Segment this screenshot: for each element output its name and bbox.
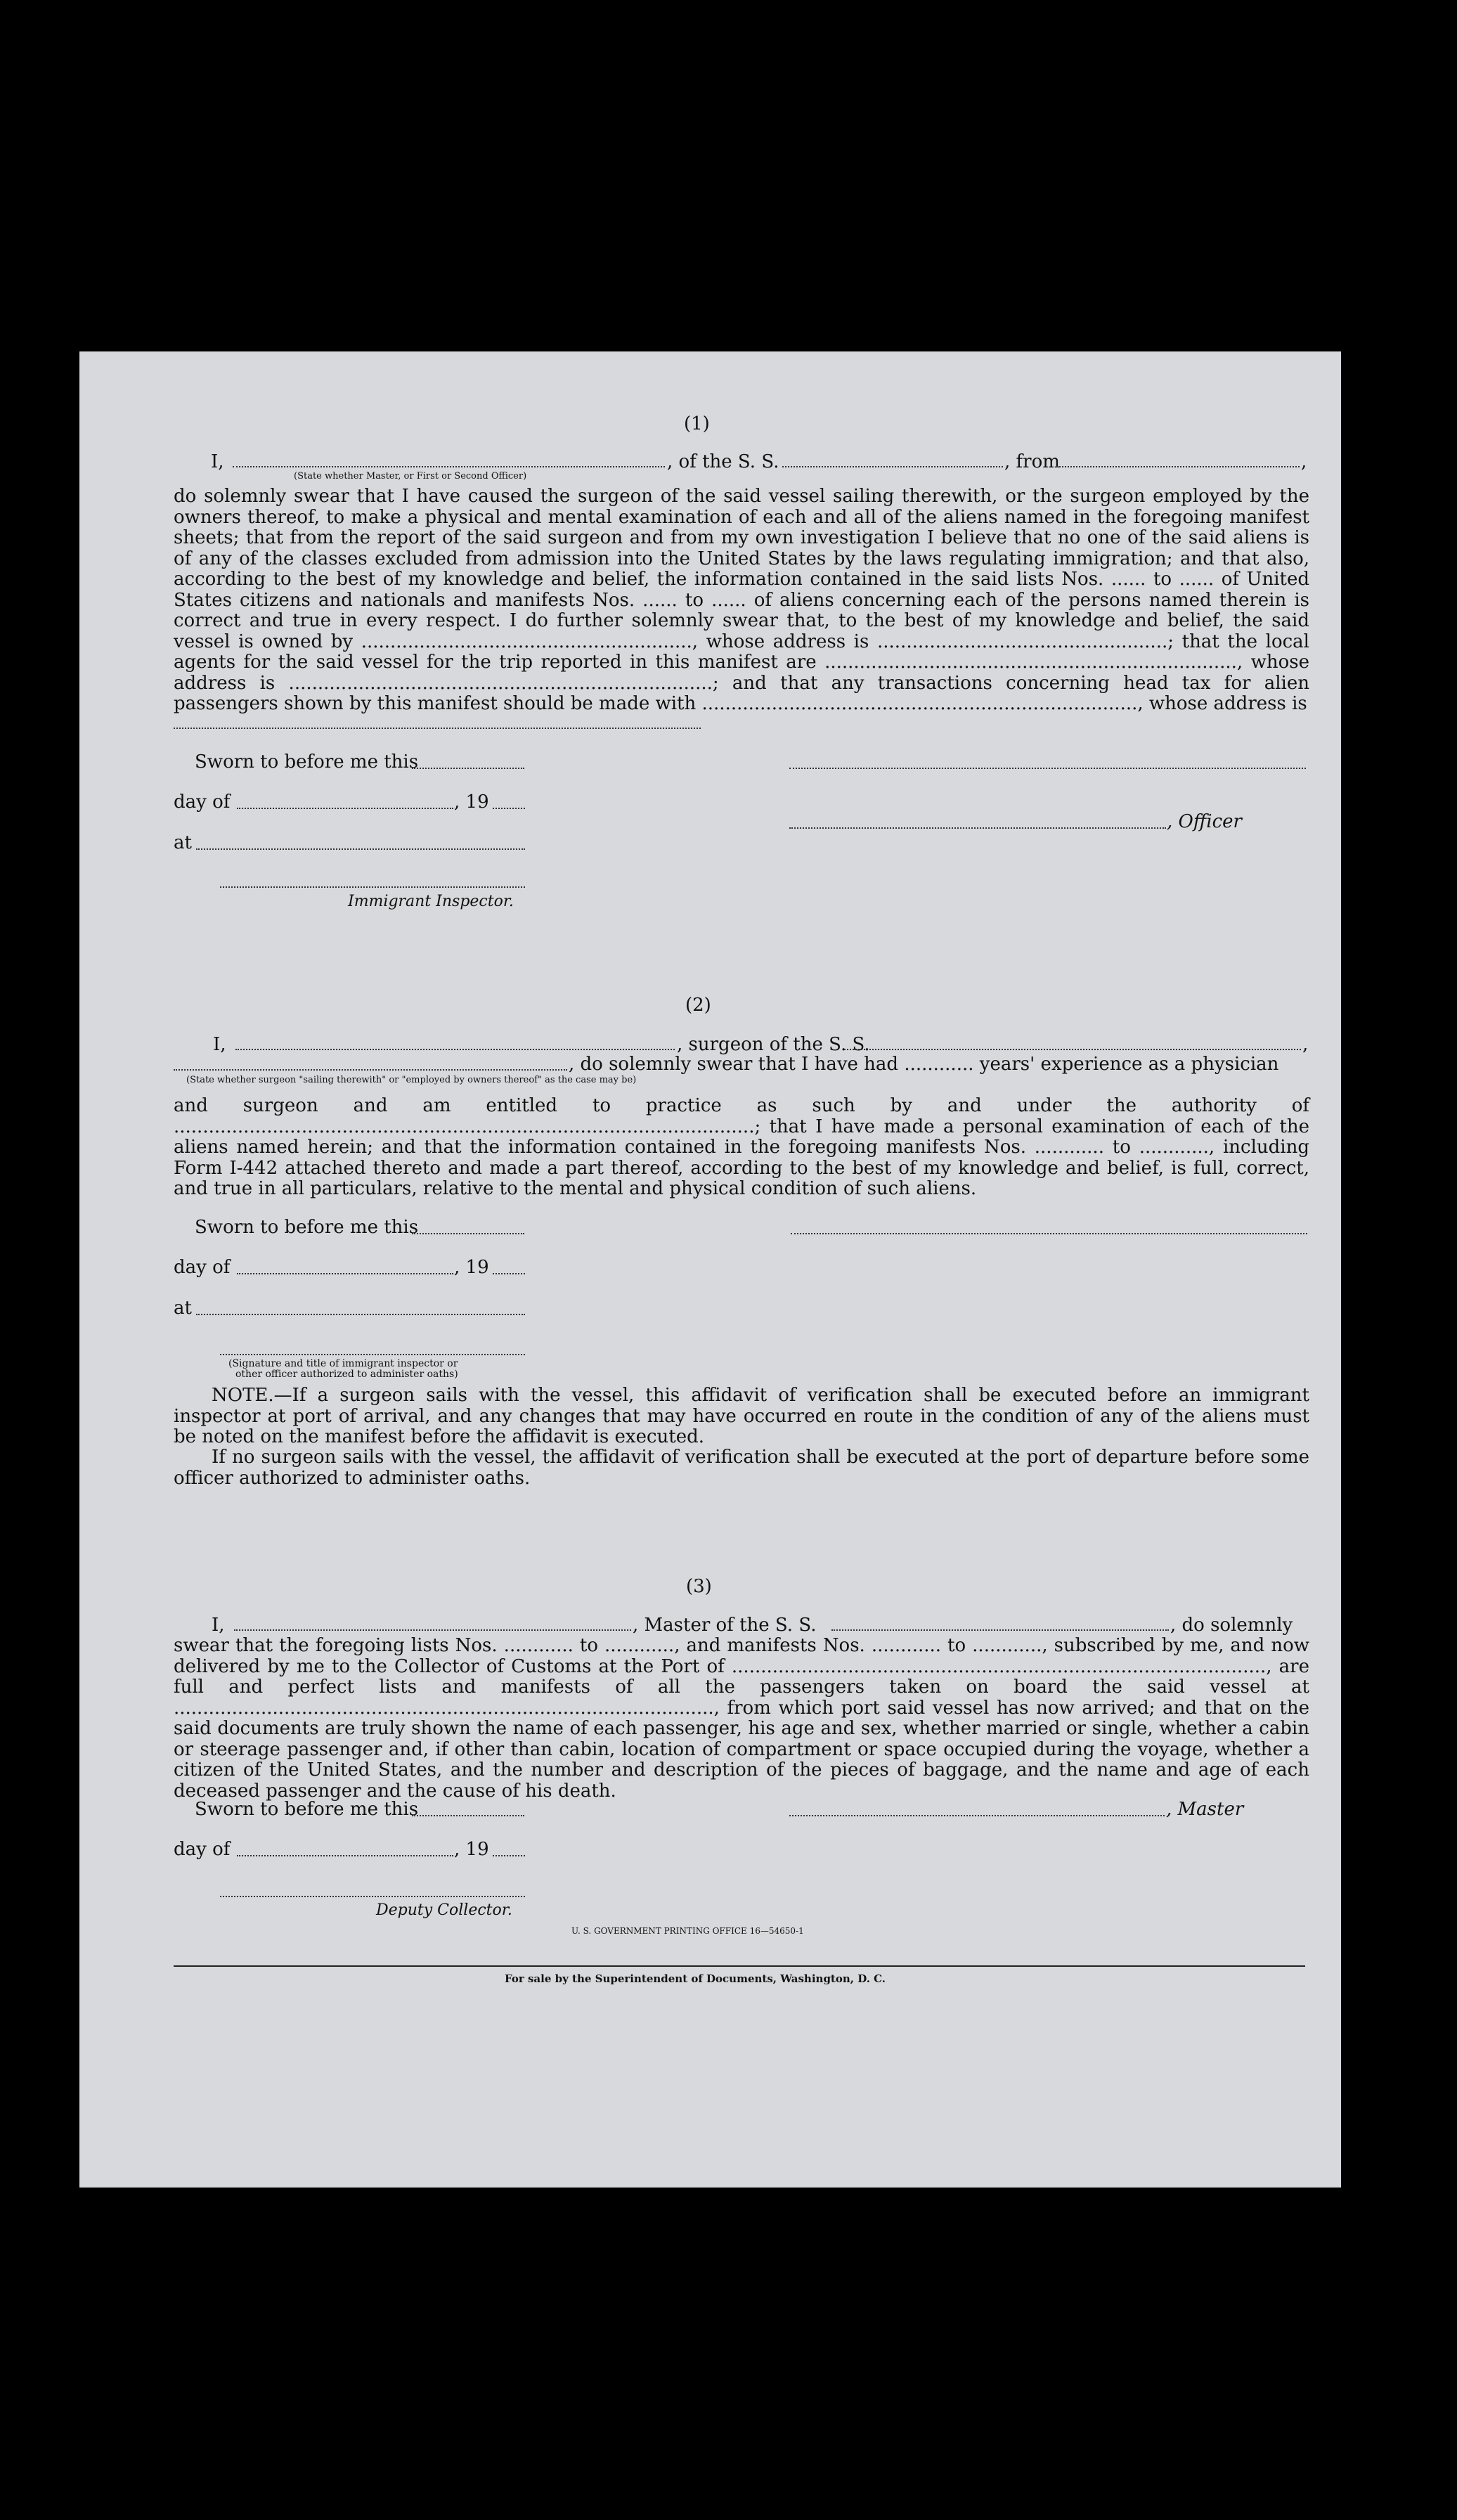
year-label-2: , 19	[454, 1257, 489, 1278]
vessel-name-field-3[interactable]	[831, 1629, 1169, 1631]
whose-address-field[interactable]	[174, 728, 701, 729]
vessel-name-field[interactable]	[782, 466, 1003, 467]
day-of-label-2: day of	[174, 1257, 231, 1278]
from-port-field[interactable]	[1056, 466, 1300, 467]
officer-name-field[interactable]	[789, 827, 1166, 829]
of-ss-label: , of the S. S.	[667, 451, 779, 472]
year-label-3: , 19	[454, 1839, 489, 1860]
at-field-2[interactable]	[196, 1314, 525, 1315]
from-end: ,	[1301, 451, 1307, 472]
day-of-label-1: day of	[174, 791, 231, 813]
surgeon-type-field[interactable]	[174, 1069, 567, 1071]
authorized-officer-signature-line[interactable]	[220, 1354, 525, 1355]
day-of-field-2[interactable]	[237, 1273, 453, 1274]
surgeon-line-2: , do solemnly swear that I have had ............ years' experience as a physician	[569, 1054, 1279, 1075]
year-field-3[interactable]	[493, 1855, 525, 1856]
surgeon-of-label: , surgeon of the S. S.	[677, 1034, 870, 1055]
at-field-1[interactable]	[196, 848, 525, 850]
master-of-label: , Master of the S. S.	[633, 1615, 817, 1636]
day-of-label-3: day of	[174, 1839, 231, 1860]
sworn-label-2: Sworn to before me this	[195, 1217, 419, 1238]
year-field-2[interactable]	[493, 1273, 525, 1274]
day-of-field-3[interactable]	[237, 1855, 453, 1856]
day-of-field-1[interactable]	[237, 808, 453, 809]
surgeon-note: (State whether surgeon "sailing therewith" or "employed by owners thereof" as the case may be)	[186, 1075, 637, 1085]
year-field-1[interactable]	[493, 808, 525, 809]
section-3-body: swear that the foregoing lists Nos. ............ to ............, and manifests Nos. ............ to ............, subscribed by me, and now delivered by me to the Collector of Customs at the Port of ............................................................................................, are full and perfect lists and manifests of all the passengers taken on board the said vessel at ............................................................................................., from which port said vessel has now arrived; and that on the said documents are truly shown the name of each passenger, his age and sex, whether married or single, whether a cabin or steerage passenger and, if other than cabin, location of compartment or space occupied during the voyage, whether a citizen of the United States, and the number and description of the pieces of baggage, and the name and age of each deceased passenger and the cause of his death.	[174, 1635, 1309, 1802]
sworn-label-1: Sworn to before me this	[195, 751, 419, 773]
footer-rule	[174, 1965, 1305, 1967]
at-label-2: at	[174, 1298, 192, 1319]
sworn-date-field-3[interactable]	[412, 1815, 524, 1816]
at-label-1: at	[174, 832, 192, 853]
officer-signature-line[interactable]	[789, 768, 1306, 769]
note-paragraph-2: If no surgeon sails with the vessel, the affidavit of verification shall be executed at the port of departure before some officer authorized to administer oaths.	[174, 1447, 1309, 1489]
sworn-label-3: Sworn to before me this	[195, 1799, 419, 1820]
master-name-field-3[interactable]	[234, 1629, 631, 1631]
master-signature-line[interactable]	[789, 1815, 1165, 1816]
signature-note-2: other officer authorized to administer oaths)	[235, 1369, 458, 1380]
sworn-date-field-2[interactable]	[412, 1233, 524, 1234]
officer-label: , Officer	[1167, 811, 1242, 832]
section-1-i: I,	[211, 451, 224, 472]
section-3-number: (3)	[686, 1576, 712, 1597]
from-label: , from	[1004, 451, 1060, 472]
do-solemnly-label: , do solemnly	[1170, 1615, 1293, 1636]
section-1-number: (1)	[684, 413, 710, 434]
for-sale-notice: For sale by the Superintendent of Documents, Washington, D. C.	[505, 1972, 886, 1985]
affidavit-page: (1) I, , of the S. S. , from , (State whether Master, or First or Second Officer) do solemnly swear that I have caused the surgeon of the said vessel sailing therewith, or the surgeon employed by the owners thereof, to make a physical and mental examination of each and all of the aliens named in the foregoing manifest sheets; that from the report of the said surgeon and from my own investigation I believe that no one of the said aliens is of any of the classes excluded from admission into the United States by the laws regulating immigration; and that also, according to the best of my knowledge and belief, the information contained in the said lists Nos. ...... to ...... of United States citizens and nationals and manifests Nos. ...... to ...... of aliens concerning each of the persons named therein is correct and true in every respect. I do further solemnly swear that, to the best of my knowledge and belief, the said vessel is owned by ........................................................., whose address is ..................................................; that the local agents for the said vessel for the trip reported in this manifest are ......................................................................., whose address is .........................................................................; and that any transactions concerning head tax for alien passengers shown by this manifest should be made with ..........................................................................., whose address is Sworn to before me this day of , 19 , Officer at Immigrant Inspector. (2) I, , surgeon of the S. S. , , do solemnly swear that I have had ............ years' experience as a physician (State whether surgeon "sailing therewith" or "employed by owners thereof" as the case may be) and surgeon and am entitled to practice as such by and under the authority of ....................................................................................................; that I have made a personal examination of each of the aliens named herein; and that the information contained in the foregoing manifests Nos. ............ to ............, including Form I-442 attached thereto and made a part thereof, according to the best of my knowledge and belief, is full, correct, and true in all particulars, relative to the mental and physical condition of such aliens. Sworn to before me this day of , 19 at (Signature and title of immigrant inspector or other officer authorized to administer oaths) NOTE.—If a surgeon sails with the vessel, this affidavit of verification shall be executed before an immigrant inspector at port of arrival, and any changes that may have occurred en route in the condition of any of the aliens must be noted on the manifest before the affidavit is executed. If no surgeon sails with the vessel, the affidavit of verification shall be executed at the port of departure before some officer authorized to administer oaths. (3) I, , Master of the S. S. , do solemnly swear that the foregoing lists Nos. ............ to ............, and manifests Nos. ............ to ............, subscribed by me, and now delivered by me to the Collector of Customs at the Port of ............................................................................................, are full and perfect lists and manifests of all the passengers taken on board the said vessel at ............................................................................................., from which port said vessel has now arrived; and that on the said documents are truly shown the name of each passenger, his age and sex, whether married or single, whether a cabin or steerage passenger and, if other than cabin, location of compartment or space occupied during the voyage, whether a citizen of the United States, and the number and description of the pieces of baggage, and the name and age of each deceased passenger and the cause of his death. Sworn to before me this , Master day of , 19 Deputy Collector. U. S. GOVERNMENT PRINTING OFFICE 16—54650-1 For sale by the Superintendent of Documents, Washington, D. C.	[79, 351, 1341, 2188]
surgeon-vessel-field[interactable]	[844, 1049, 1301, 1050]
inspector-signature-line[interactable]	[220, 886, 525, 888]
section-2-number: (2)	[685, 995, 711, 1016]
deputy-collector-label: Deputy Collector.	[376, 1901, 512, 1919]
section-1-body: do solemnly swear that I have caused the surgeon of the said vessel sailing therewith, or the surgeon employed by the owners thereof, to make a physical and mental examination of each and all of the aliens named in the foregoing manifest sheets; that from the report of the said surgeon and from my own investigation I believe that no one of the said aliens is of any of the classes excluded from admission into the United States by the laws regulating immigration; and that also, according to the best of my knowledge and belief, the information contained in the said lists Nos. ...... to ...... of United States citizens and nationals and manifests Nos. ...... to ...... of aliens concerning each of the persons named therein is correct and true in every respect. I do further solemnly swear that, to the best of my knowledge and belief, the said vessel is owned by ........................................................., whose address is ..................................................; that the local agents for the said vessel for the trip reported in this manifest are ......................................................................., whose address is .........................................................................; and that any transactions concerning head tax for alien passengers shown by this manifest should be made with ..........................................................................., whose address is	[174, 486, 1309, 714]
master-label: , Master	[1166, 1799, 1244, 1820]
master-name-field[interactable]	[233, 466, 665, 467]
section-3-i: I,	[212, 1615, 225, 1636]
sworn-date-field-1[interactable]	[412, 768, 524, 769]
surgeon-name-field[interactable]	[235, 1049, 675, 1050]
deputy-collector-signature-line[interactable]	[220, 1896, 525, 1897]
surgeon-signature-line[interactable]	[791, 1233, 1307, 1234]
immigrant-inspector-label: Immigrant Inspector.	[348, 893, 514, 910]
printing-office-imprint: U. S. GOVERNMENT PRINTING OFFICE 16—54650-1	[571, 1926, 804, 1936]
section-2-i: I,	[213, 1034, 226, 1055]
master-note: (State whether Master, or First or Second Officer)	[294, 471, 527, 482]
signature-note-1: (Signature and title of immigrant inspector or	[228, 1358, 458, 1369]
section-2-body: and surgeon and am entitled to practice as such by and under the authority of ....................................................................................................; that I have made a personal examination of each of the aliens named herein; and that the information contained in the foregoing manifests Nos. ............ to ............, including Form I-442 attached thereto and made a part thereof, according to the best of my knowledge and belief, is full, correct, and true in all particulars, relative to the mental and physical condition of such aliens.	[174, 1095, 1309, 1199]
note-paragraph-1: NOTE.—If a surgeon sails with the vessel, this affidavit of verification shall be executed before an immigrant inspector at port of arrival, and any changes that may have occurred en route in the condition of any of the aliens must be noted on the manifest before the affidavit is executed.	[174, 1385, 1309, 1447]
year-label-1: , 19	[454, 791, 489, 813]
